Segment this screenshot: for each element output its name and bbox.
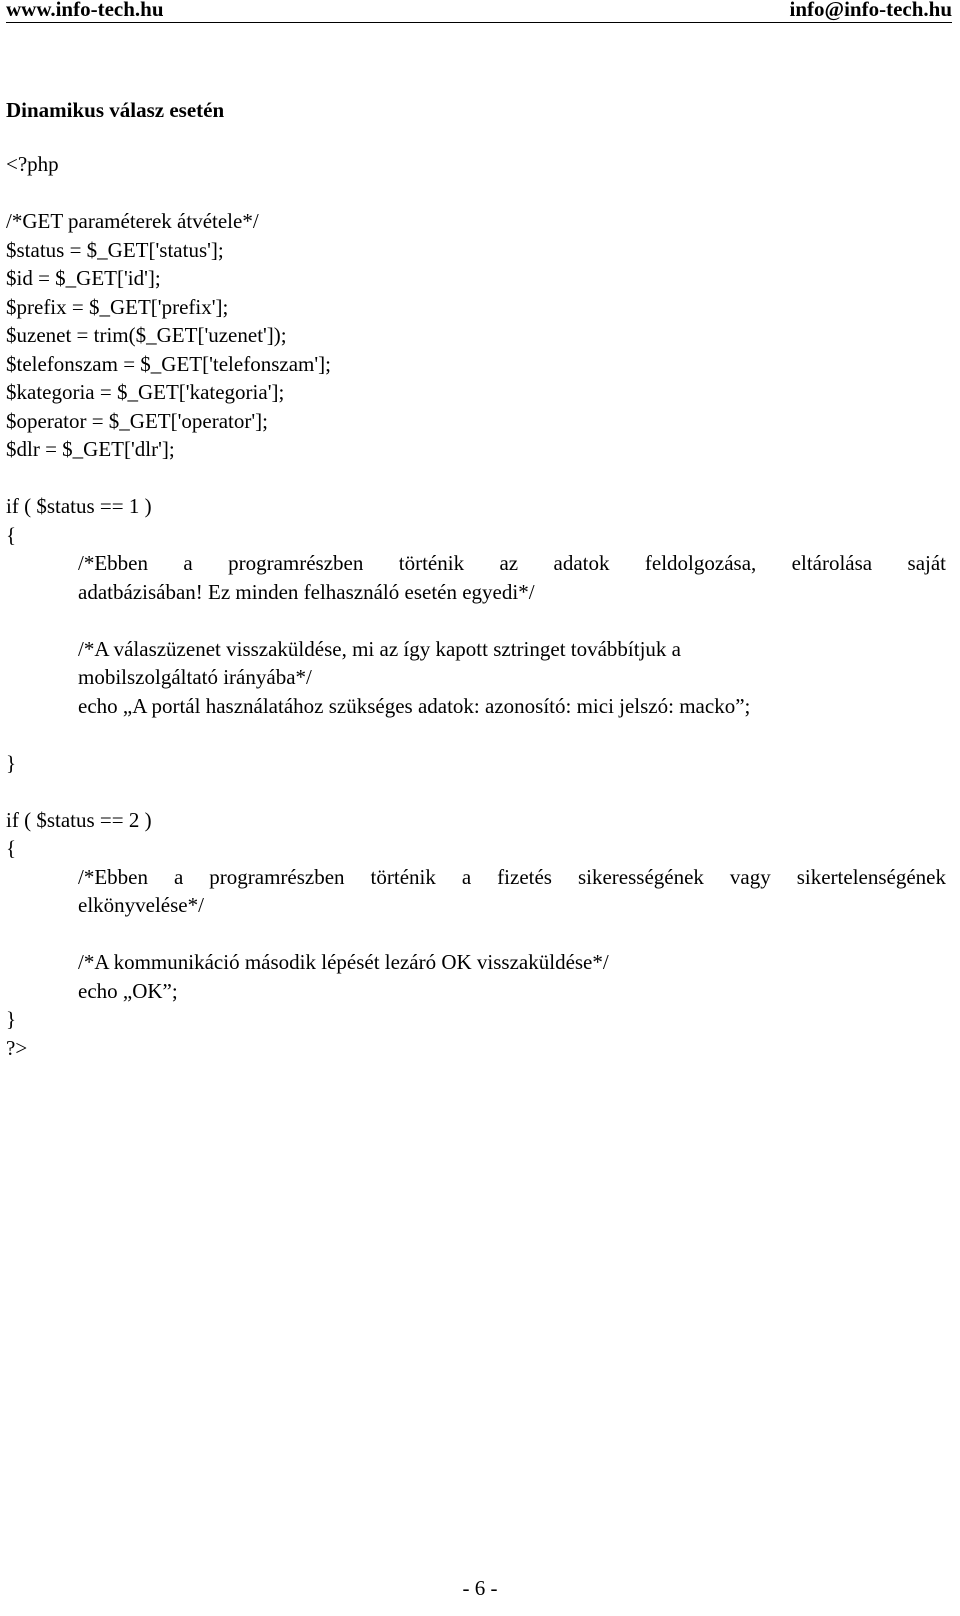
code-line-id: $id = $_GET['id']; <box>6 266 161 290</box>
code-brace-open: { <box>6 836 17 860</box>
code-brace-open: { <box>6 522 17 547</box>
code-if-status-1: if ( $status == 1 ) <box>6 494 152 518</box>
comment-line: mobilszolgáltató irányába*/ <box>78 665 312 689</box>
blank-line <box>6 920 946 949</box>
code-comment-ok <box>6 948 946 977</box>
page-header <box>6 0 952 23</box>
blank-line <box>6 720 946 749</box>
header-website: www.info-tech.hu <box>6 0 164 21</box>
php-close-tag: ?> <box>6 1035 28 1060</box>
blank-line <box>6 777 946 806</box>
code-echo-ok <box>6 977 946 1006</box>
code-comment-payment <box>6 863 946 920</box>
comment-line: /*Ebben a programrészben történik a fizetés sikerességének vagy sikertelenségének <box>78 864 946 889</box>
comment-line: elkönyvelése*/ <box>78 893 204 917</box>
comment-line: /*A válaszüzenet visszaküldése, mi az így kapott sztringet továbbítjuk a <box>78 636 682 661</box>
code-line-prefix: $prefix = $_GET['prefix']; <box>6 294 229 319</box>
code-comment-response <box>6 635 946 692</box>
blank-line <box>6 179 946 208</box>
code-brace-close: } <box>6 750 17 775</box>
comment-line: adatbázisában! Ez minden felhasználó esetén egyedi*/ <box>78 579 535 604</box>
echo-line: echo „A portál használatához szükséges adatok: azonosító: mici jelszó: macko”; <box>78 693 751 718</box>
php-code-listing <box>6 150 946 1062</box>
code-line-uzenet: $uzenet = trim($_GET['uzenet']); <box>6 323 287 347</box>
comment-line: /*Ebben a programrészben történik az adatok feldolgozása, eltárolása saját <box>78 551 946 575</box>
blank-line <box>6 464 946 493</box>
code-if-status-2: if ( $status == 2 ) <box>6 807 152 832</box>
blank-line <box>6 606 946 635</box>
code-line-telefonszam: $telefonszam = $_GET['telefonszam']; <box>6 351 331 376</box>
php-open-tag: <?php <box>6 152 59 176</box>
code-line-dlr: $dlr = $_GET['dlr']; <box>6 437 175 461</box>
code-line-operator: $operator = $_GET['operator']; <box>6 408 268 433</box>
code-comment-processing <box>6 549 946 606</box>
comment-line: /*A kommunikáció második lépését lezáró OK visszaküldése*/ <box>78 950 609 974</box>
echo-line: echo „OK”; <box>78 978 178 1003</box>
header-email: info@info-tech.hu <box>789 0 952 21</box>
code-comment-get: /*GET paraméterek átvétele*/ <box>6 209 259 233</box>
code-brace-close: } <box>6 1007 17 1031</box>
code-line-kategoria: $kategoria = $_GET['kategoria']; <box>6 380 285 404</box>
page-number: - 6 - <box>462 1576 498 1600</box>
section-title: Dinamikus válasz esetén <box>6 98 225 122</box>
code-line-status: $status = $_GET['status']; <box>6 237 224 262</box>
code-echo-credentials <box>6 692 946 721</box>
